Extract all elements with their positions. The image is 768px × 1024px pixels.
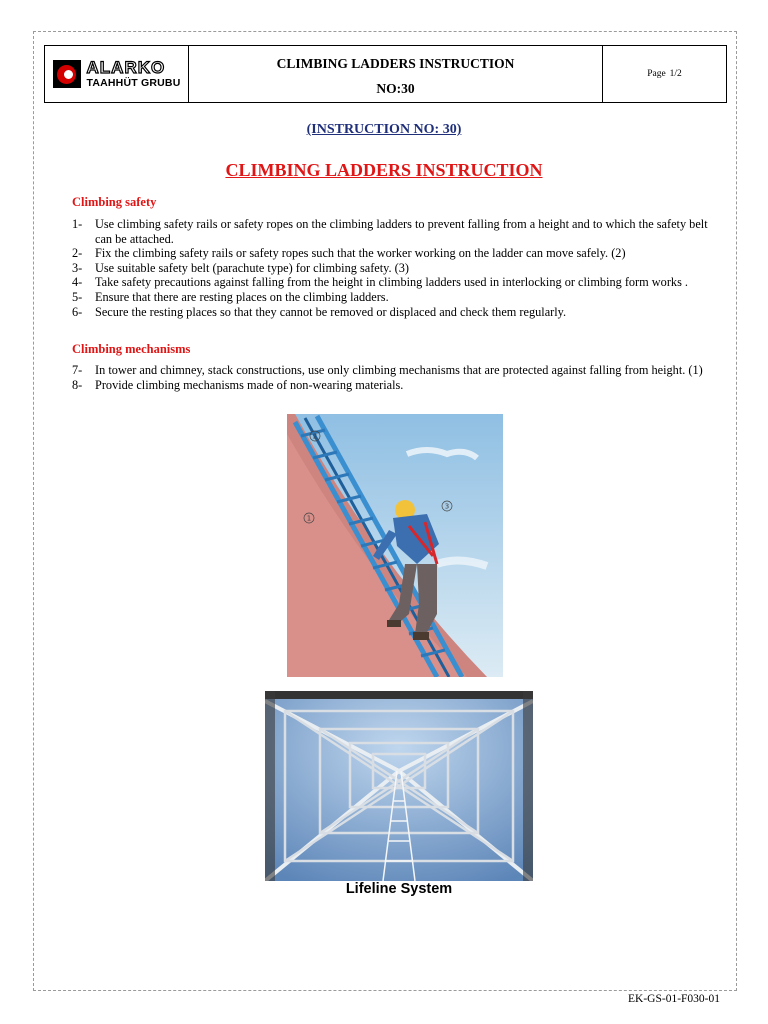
item-text: Secure the resting places so that they cannot be removed or displaced and check them regularly. (95, 304, 567, 319)
list-item (72, 305, 712, 320)
item-text: Provide climbing mechanisms made of non-wearing materials. (95, 377, 404, 392)
item-text: In tower and chimney, stack constructions, use only climbing mechanisms that are protected against falling from height. (1) (95, 363, 703, 377)
item-number: 1- (72, 217, 83, 231)
marker-3: 3 (444, 502, 450, 511)
header-title-cell (189, 46, 603, 102)
item-text: Use climbing safety rails or safety ropes on the climbing ladders to prevent falling from a height and to which the safety belt can be attached. (95, 217, 708, 246)
photo-caption: Lifeline System (345, 881, 453, 897)
header-title: CLIMBING LADDERS INSTRUCTION (276, 56, 515, 71)
climbing-mechanisms-list (72, 363, 712, 392)
marker-2: 2 (312, 432, 318, 441)
item-number: 4- (72, 275, 83, 290)
climbing-safety-list (72, 217, 712, 319)
logo-mark-icon (53, 60, 81, 88)
section-heading-climbing-mechanisms: Climbing mechanisms (72, 342, 191, 356)
list-item (72, 275, 712, 290)
item-text: Use suitable safety belt (parachute type) for climbing safety. (3) (95, 260, 410, 275)
marker-1: 1 (306, 514, 312, 523)
logo-cell (45, 46, 189, 102)
item-number: 7- (72, 363, 83, 377)
instruction-number: (INSTRUCTION NO: 30) (306, 122, 462, 137)
item-number: 5- (72, 289, 83, 304)
logo-brand: ALARKO (86, 58, 166, 78)
page-indicator (603, 46, 726, 102)
list-item (72, 261, 712, 276)
lifeline-tower-photo (265, 691, 533, 881)
list-item (72, 290, 712, 305)
list-item (72, 217, 712, 246)
item-text: Ensure that there are resting places on the climbing ladders. (95, 289, 389, 304)
section-heading-climbing-safety: Climbing safety (72, 195, 157, 209)
company-logo (53, 59, 181, 89)
header-number: NO:30 (376, 81, 415, 96)
document-header (44, 45, 727, 103)
main-title: CLIMBING LADDERS INSTRUCTION (225, 160, 543, 180)
ladder-climber-illustration (287, 414, 503, 677)
document-code: EK-GS-01-F030-01 (628, 993, 720, 1005)
item-number: 2- (72, 246, 83, 261)
page-label: Page (647, 69, 666, 79)
list-item (72, 363, 712, 378)
list-item (72, 246, 712, 261)
item-text: Fix the climbing safety rails or safety ropes such that the worker working on the ladder can move safely. (2) (95, 246, 626, 261)
item-number: 8- (72, 377, 83, 392)
page-number: 1/2 (669, 69, 682, 79)
list-item (72, 378, 712, 393)
item-number: 3- (72, 260, 83, 275)
item-text: Take safety precautions against falling from the height in climbing ladders used in interlocking or climbing form works . (95, 275, 689, 290)
item-number: 6- (72, 304, 83, 319)
logo-subtitle: TAAHHÜT GRUBU (86, 77, 181, 90)
